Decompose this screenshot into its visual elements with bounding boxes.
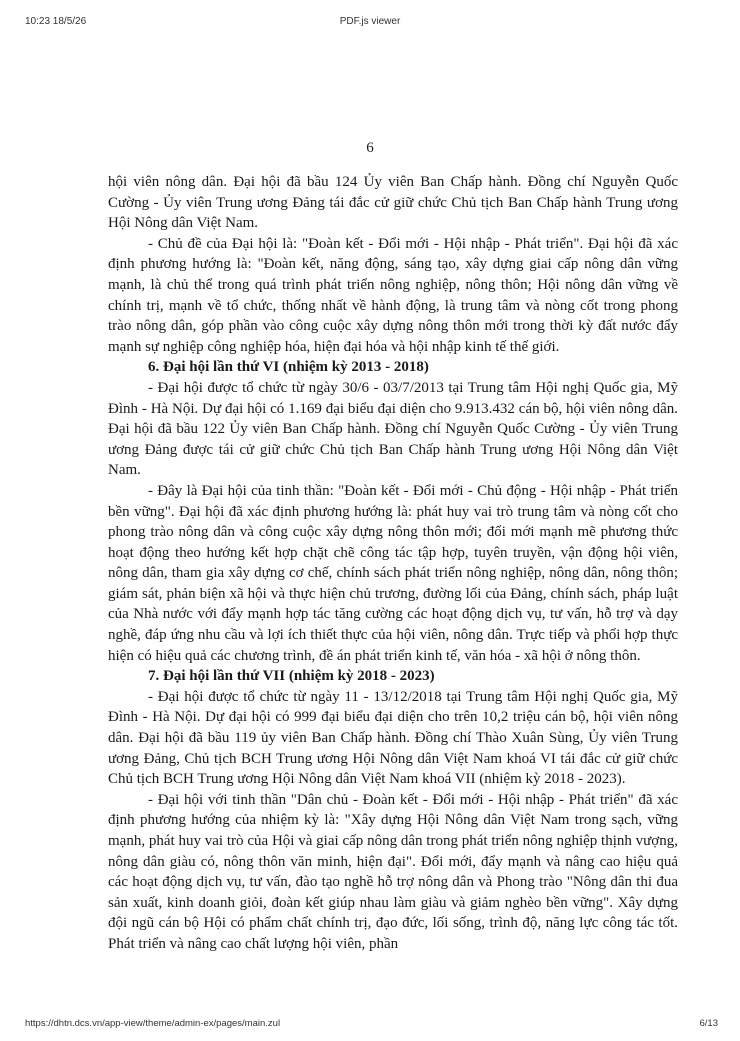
print-timestamp: 10:23 18/5/26 — [25, 16, 87, 27]
viewer-title: PDF.js viewer — [339, 16, 401, 27]
page-counter: 6/13 — [699, 1018, 718, 1029]
section-heading: 6. Đại hội lần thứ VI (nhiệm kỳ 2013 - 2018) — [148, 359, 429, 376]
viewer-header — [0, 0, 740, 40]
viewer-footer — [0, 1008, 740, 1041]
document-body — [108, 172, 678, 955]
paragraph: - Chủ đề của Đại hội là: "Đoàn kết - Đổi mới - Hội nhập - Phát triển". Đại hội đã xác định phương hướng là: "Đoàn kết, năng động, sáng tạo, xây dựng giai cấp nông dân vững mạnh, là chủ thể trong quá trình phát triển nông nghiệp, nông thôn; Hội nông dân vững về chính trị, mạnh về tổ chức, thống nhất về hành động, là trung tâm và nòng cốt trong phong trào nông dân, góp phần vào công cuộc xây dựng nông thôn mới trong thời kỳ đất nước đẩy mạnh sự nghiệp công nghiệp hóa, hiện đại hóa và hội nhập kinh tế thế giới. — [108, 235, 678, 355]
section-heading: 7. Đại hội lần thứ VII (nhiệm kỳ 2018 - 2023) — [148, 668, 435, 685]
paragraph: - Đại hội với tinh thần "Dân chủ - Đoàn kết - Đổi mới - Hội nhập - Phát triển" đã xác định phương hướng của nhiệm kỳ là: "Xây dựng Hội Nông dân Việt Nam trong sạch, vững mạnh, phát huy vai trò của Hội và giai cấp nông dân trong phát triển nông nghiệp thịnh vượng, nông dân giàu có, nông thôn văn minh, hiện đại". Đổi mới, đẩy mạnh và nâng cao hiệu quả các hoạt động dịch vụ, tư vấn, đào tạo nghề hỗ trợ nông dân và Phong trào "Nông dân thi đua sản xuất, kinh doanh giỏi, đoàn kết giúp nhau làm giàu và giảm nghèo bền vững". Xây dựng đội ngũ cán bộ Hội có phẩm chất chính trị, đạo đức, lối sống, trình độ, năng lực công tác tốt. Phát triển và nâng cao chất lượng hội viên, phần — [108, 791, 678, 952]
paragraph: - Đại hội được tổ chức từ ngày 30/6 - 03/7/2013 tại Trung tâm Hội nghị Quốc gia, Mỹ Đình - Hà Nội. Dự đại hội có 1.169 đại biểu đại diện cho 9.913.432 cán bộ, hội viên nông dân. Đại hội đã bầu 122 Ủy viên Ban Chấp hành. Đồng chí Nguyễn Quốc Cường - Ủy viên Trung ương Đảng được tái cử giữ chức Chủ tịch Ban Chấp hành Trung ương Hội Nông dân Việt Nam. — [108, 379, 678, 479]
paragraph: hội viên nông dân. Đại hội đã bầu 124 Ủy viên Ban Chấp hành. Đồng chí Nguyễn Quốc Cường - Ủy viên Trung ương Đảng tái đắc cử giữ chức Chủ tịch Ban Chấp hành Trung ương Hội Nông dân Việt Nam. — [108, 174, 678, 232]
page-number: 6 — [366, 140, 374, 156]
page-url: https://dhtn.dcs.vn/app-view/theme/admin-ex/pages/main.zul — [25, 1018, 281, 1029]
paragraph: - Đại hội được tổ chức từ ngày 11 - 13/12/2018 tại Trung tâm Hội nghị Quốc gia, Mỹ Đình - Hà Nội. Dự đại hội có 999 đại biểu đại diện cho trên 10,2 triệu cán bộ, hội viên nông dân. Đại hội đã bầu 119 ủy viên Ban Chấp hành. Đồng chí Thào Xuân Sùng, Ủy viên Trung ương Đảng, Chủ tịch BCH Trung ương Hội Nông dân Việt Nam khoá VI tái đắc cử giữ chức Chủ tịch BCH Trung ương Hội Nông dân Việt Nam khoá VII (nhiệm kỳ 2018 - 2023). — [108, 688, 678, 788]
paragraph: - Đây là Đại hội của tinh thần: "Đoàn kết - Đổi mới - Chủ động - Hội nhập - Phát triển bền vững". Đại hội đã xác định phương hướng là: phát huy vai trò trung tâm và nòng cốt cho phong trào nông dân và công cuộc xây dựng nông thôn mới; đổi mới mạnh mẽ phương thức hoạt động theo hướng kết hợp chặt chẽ công tác tập hợp, tuyên truyền, vận động hội viên, nông dân, tham gia xây dựng cơ chế, chính sách phát triển nông nghiệp, nông dân, nông thôn; giám sát, phản biện xã hội và thực hiện chủ trương, đường lối của Đảng, chính sách, pháp luật của Nhà nước với đẩy mạnh hợp tác tăng cường các hoạt động dịch vụ, tư vấn, hỗ trợ và dạy nghề, đáp ứng nhu cầu và lợi ích thiết thực của hội viên, nông dân. Trực tiếp và phối hợp thực hiện có hiệu quả các chương trình, đề án phát triển kinh tế, văn hóa - xã hội ở nông thôn. — [108, 482, 678, 664]
